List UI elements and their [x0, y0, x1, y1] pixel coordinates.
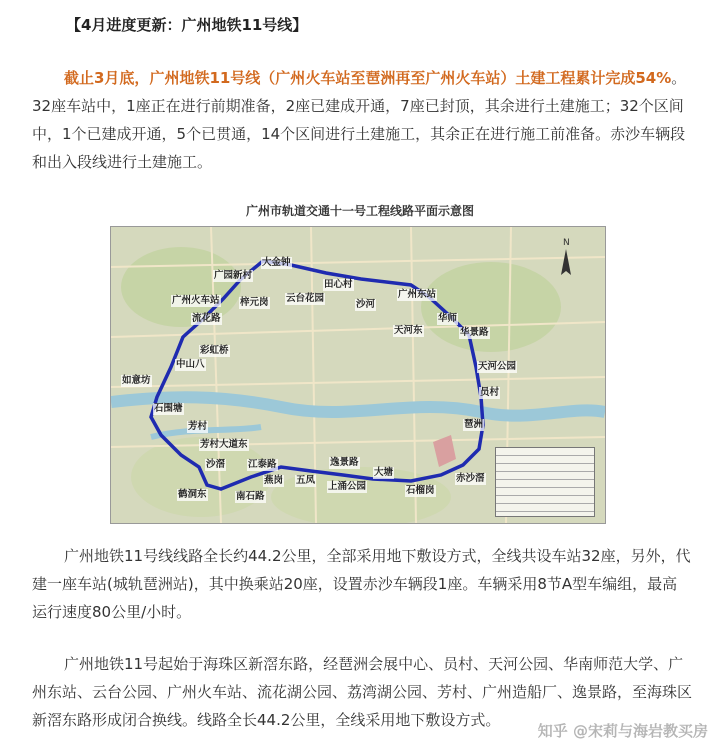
station-label: 广州火车站 — [172, 295, 220, 306]
station-label: 燕岗 — [264, 475, 284, 486]
station-label: 广园新村 — [214, 270, 253, 281]
route-description-paragraph: 广州地铁11号起始于海珠区新滘东路，经琶洲会展中心、员村、天河公园、华南师范大学、广州东站、云台公园、广州火车站、流花湖公园、荔湾湖公园、芳村、广州造船厂、逸景路，至海珠区新滘东路形成闭合换线。线路全长44.2公里，全线采用地下敷设方式。 — [32, 655, 693, 729]
station-label: 梓元岗 — [240, 297, 269, 308]
station-label: 芳村大道东 — [200, 439, 248, 450]
station-label: 大金钟 — [262, 257, 291, 268]
station-label: 沙河 — [356, 299, 376, 310]
watermark: 知乎 @宋莉与海岩教买房 — [537, 722, 708, 740]
station-label: 中山八 — [176, 359, 205, 370]
station-label: 石围塘 — [154, 403, 183, 414]
line-overview-paragraph: 广州地铁11号线线路全长约44.2公里，全部采用地下敷设方式，全线共设车站32座，另外，代建一座车站(城轨琶洲站)，其中换乘站20座，设置赤沙车辆段1座。车辆采用8节A型车编组，最高运行速度80公里/小时。 — [32, 547, 691, 621]
station-label: 琶洲 — [464, 419, 484, 430]
station-label: 大塘 — [374, 467, 394, 478]
station-label: 广州东站 — [398, 289, 437, 300]
intro-paragraph — [32, 64, 692, 176]
station-label: 石榴岗 — [406, 485, 435, 496]
station-label: 华师 — [438, 313, 458, 324]
station-label: 彩虹桥 — [200, 345, 229, 356]
map-title: 广州市轨道交通十一号工程线路平面示意图 — [245, 204, 474, 218]
station-label: 流花路 — [192, 313, 221, 324]
station-label: 天河东 — [394, 325, 423, 336]
update-heading: 【4月进度更新：广州地铁11号线】 — [66, 16, 308, 34]
station-label: 南石路 — [236, 491, 265, 502]
station-label: 如意坊 — [122, 375, 151, 386]
station-label: 云台花园 — [286, 293, 325, 304]
progress-highlight: 截止3月底，广州地铁11号线（广州火车站至琶洲再至广州火车站）土建工程累计完成54% — [64, 69, 672, 87]
station-label: 上涌公园 — [328, 481, 367, 492]
station-label: 芳村 — [188, 421, 208, 432]
map-legend — [495, 447, 595, 517]
station-label: 华景路 — [460, 327, 489, 338]
station-label: 五凤 — [296, 475, 316, 486]
station-label: 田心村 — [324, 279, 353, 290]
station-label: 鹤洞东 — [178, 489, 207, 500]
station-label: 员村 — [480, 387, 500, 398]
station-label: 沙滘 — [206, 459, 226, 470]
station-label: 天河公园 — [478, 361, 517, 372]
progress-detail: 。32座车站中，1座正在进行前期准备，2座已建成开通，7座已封顶，其余进行土建施工；32个区间中，1个已建成开通，5个已贯通，14个区间进行土建施工，其余正在进行施工前准备。赤沙车辆段和出入段线进行土建施工。 — [32, 69, 687, 171]
station-label: 逸景路 — [330, 457, 359, 468]
station-label: 江泰路 — [248, 459, 277, 470]
route-map — [110, 226, 606, 524]
station-label: 赤沙滘 — [456, 473, 485, 484]
svg-text:N: N — [563, 238, 570, 248]
